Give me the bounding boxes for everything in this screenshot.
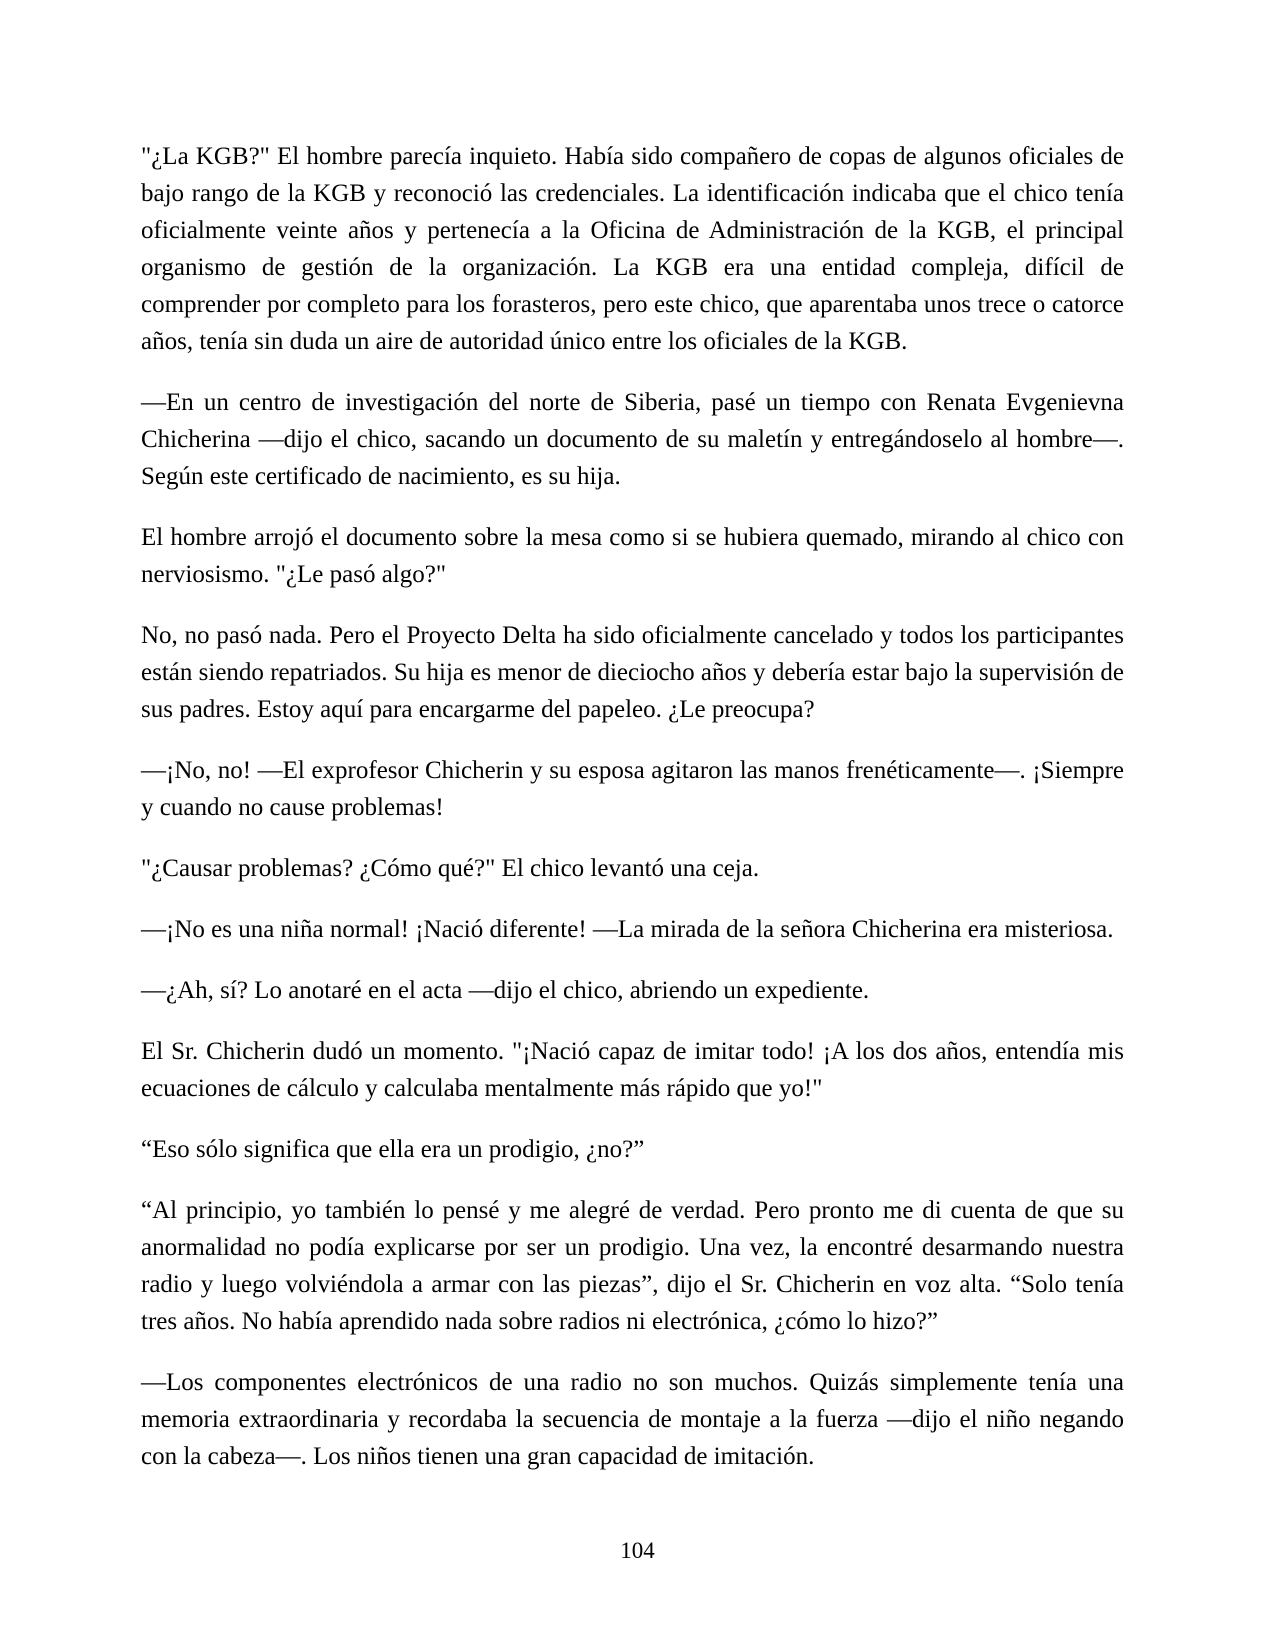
- paragraph: “Al principio, yo también lo pensé y me alegré de verdad. Pero pronto me di cuenta de que su anormalidad no podía explicarse por ser un prodigio. Una vez, la encontré desarmando nuestra radio y luego volviéndola a armar con las piezas”, dijo el Sr. Chicherin en voz alta. “Solo tenía tres años. No había aprendido nada sobre radios ni electrónica, ¿cómo lo hizo?”: [141, 1197, 1124, 1335]
- paragraph: —Los componentes electrónicos de una radio no son muchos. Quizás simplemente tenía una memoria extraordinaria y recordaba la secuencia de montaje a la fuerza —dijo el niño negando con la cabeza—. Los niños tienen una gran capacidad de imitación.: [141, 1369, 1124, 1470]
- paragraph: —¡No es una niña normal! ¡Nació diferente! —La mirada de la señora Chicherina era misteriosa.: [141, 916, 1114, 943]
- paragraph: “Eso sólo significa que ella era un prodigio, ¿no?”: [141, 1136, 645, 1163]
- paragraph: "¿Causar problemas? ¿Cómo qué?" El chico levantó una ceja.: [141, 855, 760, 882]
- paragraph: —¡No, no! —El exprofesor Chicherin y su esposa agitaron las manos frenéticamente—. ¡Siempre y cuando no cause problemas!: [141, 757, 1124, 821]
- paragraph: El hombre arrojó el documento sobre la mesa como si se hubiera quemado, mirando al chico con nerviosismo. "¿Le pasó algo?": [141, 524, 1124, 588]
- paragraph: "¿La KGB?" El hombre parecía inquieto. Había sido compañero de copas de algunos oficiales de bajo rango de la KGB y reconoció las credenciales. La identificación indicaba que el chico tenía oficialmente veinte años y pertenecía a la Oficina de Administración de la KGB, el principal organismo de gestión de la organización. La KGB era una entidad compleja, difícil de comprender por completo para los forasteros, pero este chico, que aparentaba unos trece o catorce años, tenía sin duda un aire de autoridad único entre los oficiales de la KGB.: [141, 143, 1124, 355]
- page-number: 104: [620, 1538, 655, 1563]
- paragraph: No, no pasó nada. Pero el Proyecto Delta ha sido oficialmente cancelado y todos los participantes están siendo repatriados. Su hija es menor de dieciocho años y debería estar bajo la supervisión de sus padres. Estoy aquí para encargarme del papeleo. ¿Le preocupa?: [141, 622, 1124, 723]
- paragraph: El Sr. Chicherin dudó un momento. "¡Nació capaz de imitar todo! ¡A los dos años, entendía mis ecuaciones de cálculo y calculaba mentalmente más rápido que yo!": [141, 1038, 1124, 1102]
- paragraph: —En un centro de investigación del norte de Siberia, pasé un tiempo con Renata Evgenievna Chicherina —dijo el chico, sacando un documento de su maletín y entregándoselo al hombre—. Según este certificado de nacimiento, es su hija.: [141, 389, 1124, 490]
- text-block: [141, 138, 1124, 1499]
- paragraph: —¿Ah, sí? Lo anotaré en el acta —dijo el chico, abriendo un expediente.: [141, 977, 870, 1004]
